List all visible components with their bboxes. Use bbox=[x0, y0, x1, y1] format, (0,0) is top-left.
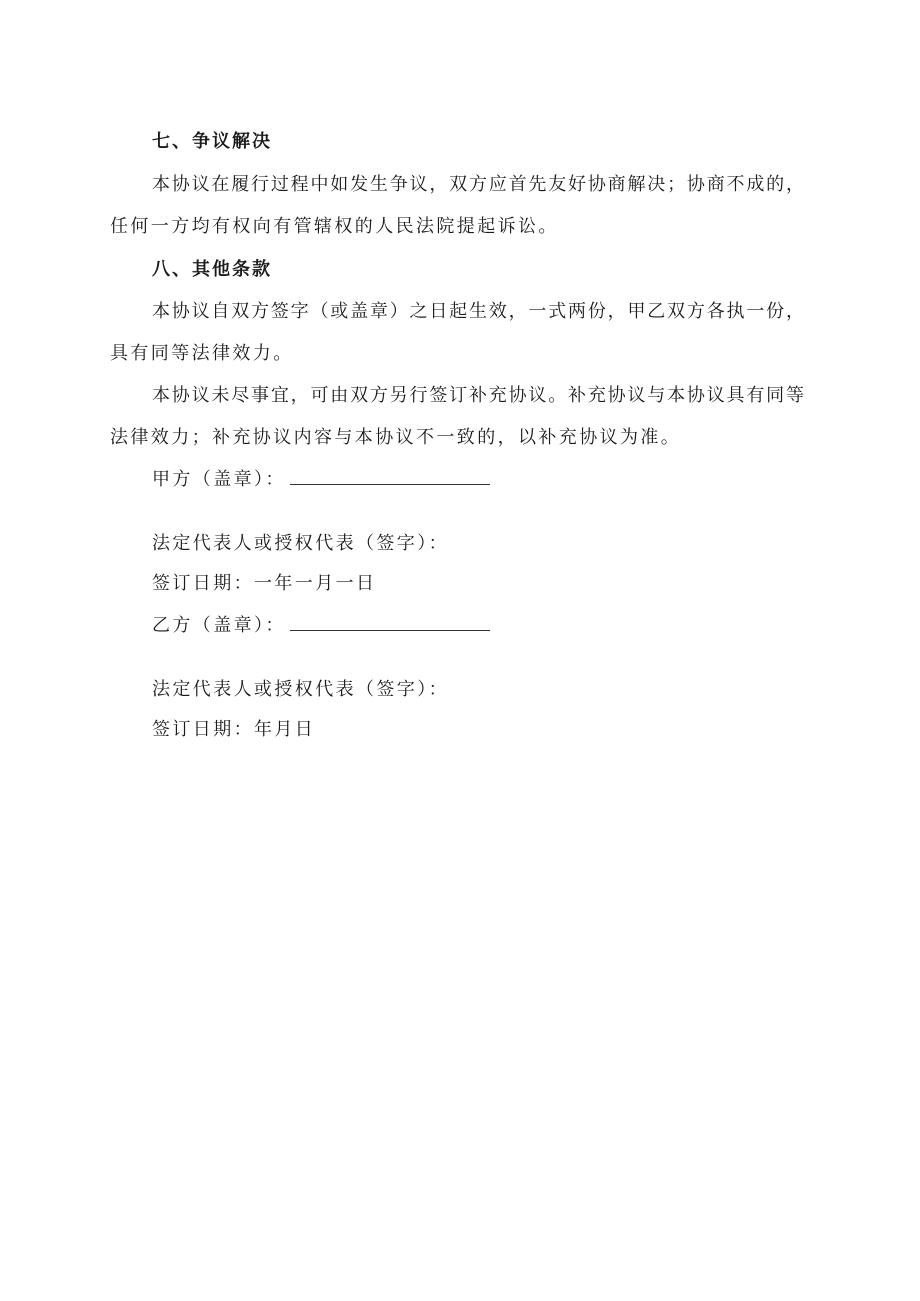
section-8-paragraph-2-line-2: 法律效力；补充协议内容与本协议不一致的，以补充协议为准。 bbox=[110, 427, 682, 448]
section-8-paragraph-1-line-2: 具有同等法律效力。 bbox=[110, 343, 294, 364]
party-a-seal-row bbox=[152, 468, 490, 492]
party-b-seal-blank bbox=[290, 614, 490, 631]
party-b-representative-label: 法定代表人或授权代表（签字）： bbox=[152, 679, 449, 700]
party-a-seal-label: 甲方（盖章）： bbox=[152, 469, 286, 490]
party-a-seal-blank bbox=[290, 468, 490, 485]
section-7-heading: 七、争议解决 bbox=[152, 131, 272, 152]
section-7-paragraph-line-2: 任何一方均有权向有管辖权的人民法院提起诉讼。 bbox=[110, 216, 559, 237]
party-a-representative-label: 法定代表人或授权代表（签字）： bbox=[152, 533, 449, 554]
party-b-seal-label: 乙方（盖章）： bbox=[152, 615, 286, 636]
section-7-paragraph-line-1: 本协议在履行过程中如发生争议，双方应首先友好协商解决；协商不成的， bbox=[152, 174, 804, 195]
section-8-paragraph-2-line-1: 本协议未尽事宜，可由双方另行签订补充协议。补充协议与本协议具有同等 bbox=[152, 385, 804, 406]
section-8-paragraph-1-line-1: 本协议自双方签字（或盖章）之日起生效，一式两份，甲乙双方各执一份， bbox=[152, 301, 804, 322]
party-a-sign-date: 签订日期：一年一月一日 bbox=[152, 573, 377, 594]
section-8-heading: 八、其他条款 bbox=[152, 259, 272, 280]
party-b-seal-row bbox=[152, 614, 490, 638]
party-b-sign-date: 签订日期：年月日 bbox=[152, 719, 316, 740]
